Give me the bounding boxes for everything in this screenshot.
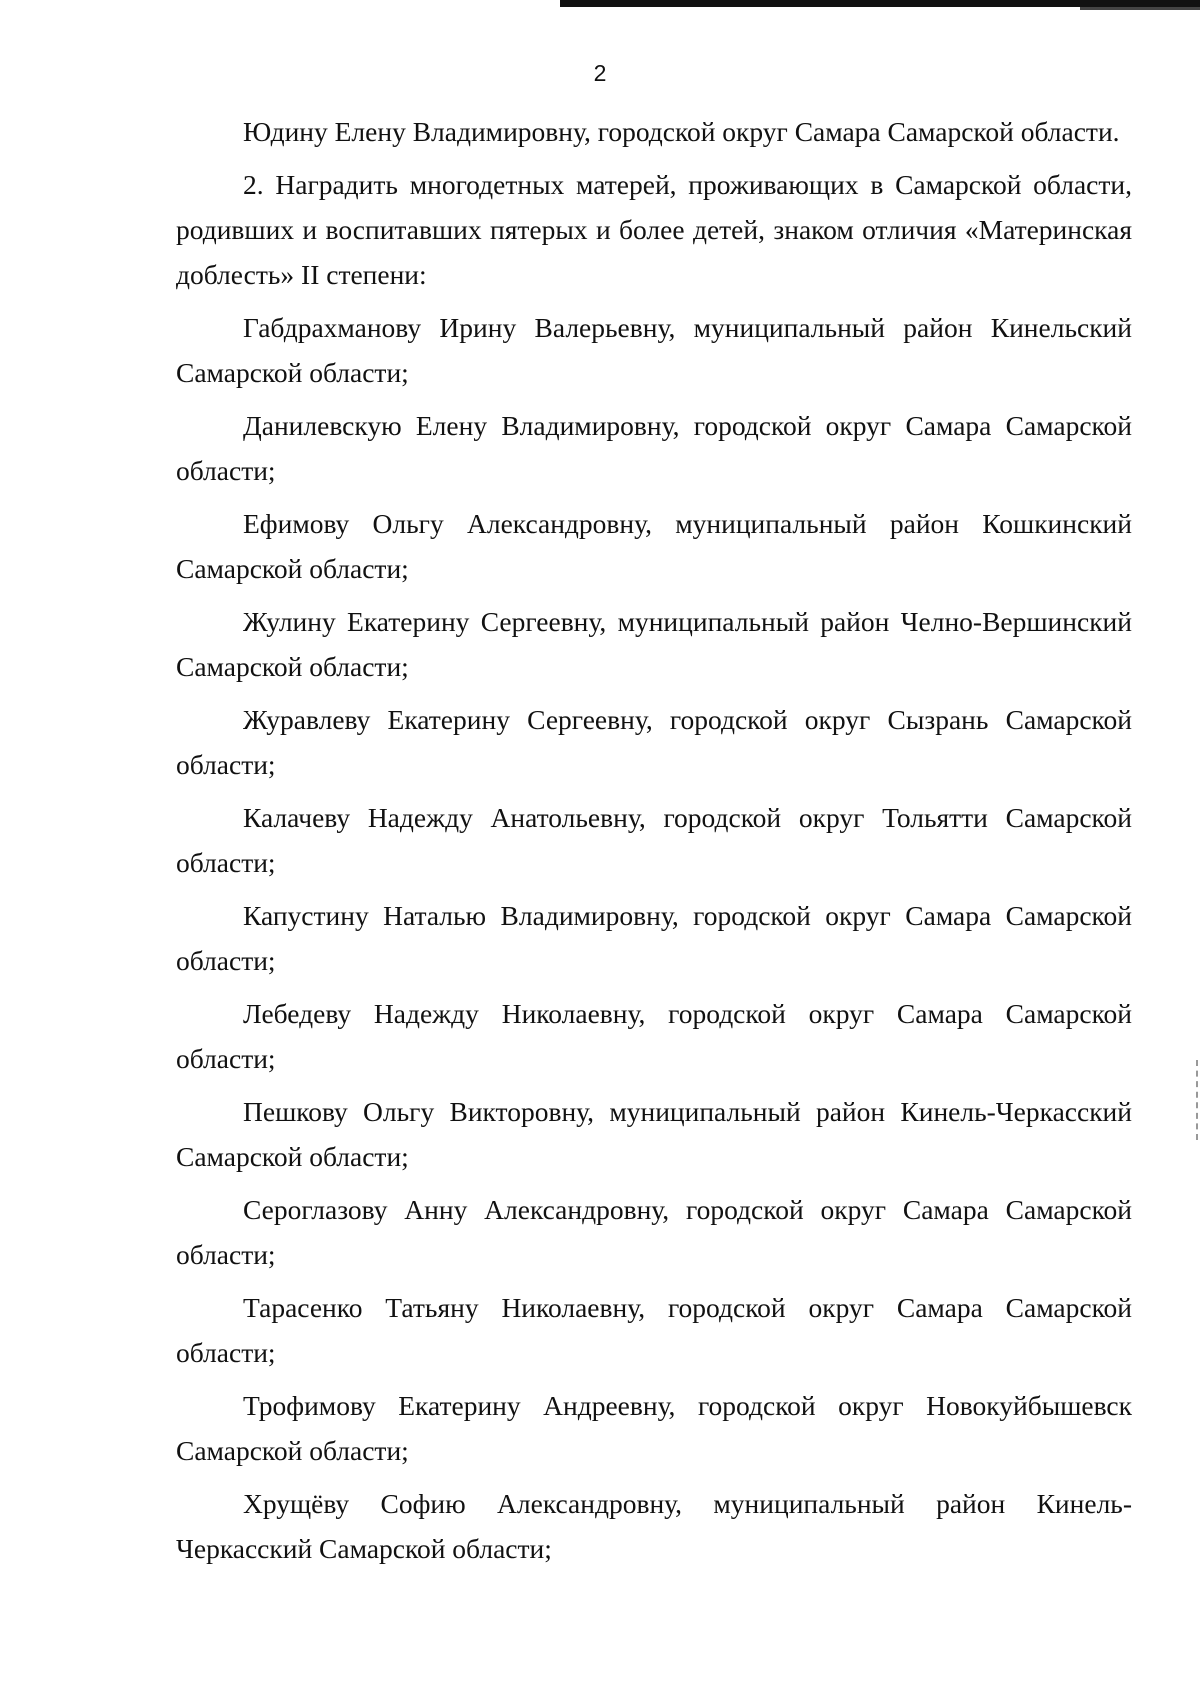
award-entry-peshkova: Пешкову Ольгу Викторовну, муниципальный район Кинель-Черкасский Самарской области; <box>176 1096 1132 1172</box>
award-entry-zhulina: Жулину Екатерину Сергеевну, муниципальный район Челно-Вершинский Самарской области; <box>176 606 1132 682</box>
award-clause-2: 2. Наградить многодетных матерей, проживающих в Самарской области, родивших и воспитавших пятерых и более детей, знаком отличия «Материнская доблесть» II степени: <box>176 169 1132 290</box>
scan-margin-marks <box>1196 1060 1200 1140</box>
award-entry-kalacheva: Калачеву Надежду Анатольевну, городской округ Тольятти Самарской области; <box>176 802 1132 878</box>
award-entry-tarasenko: Тарасенко Татьяну Николаевну, городской округ Самара Самарской области; <box>176 1292 1132 1368</box>
award-entry-zhuravleva: Журавлеву Екатерину Сергеевну, городской округ Сызрань Самарской области; <box>176 704 1132 780</box>
award-paragraph-yudina: Юдину Елену Владимировну, городской округ Самара Самарской области. <box>243 116 1120 147</box>
scan-edge-top-thin <box>1080 7 1200 10</box>
document-body <box>176 109 1132 1579</box>
page-number: 2 <box>593 60 607 86</box>
scan-edge-top <box>560 0 1200 7</box>
award-entry-khrushcheva: Хрущёву Софию Александровну, муниципальный район Кинель-Черкасский Самарской области; <box>176 1488 1132 1564</box>
award-entry-efimova: Ефимову Ольгу Александровну, муниципальный район Кошкинский Самарской области; <box>176 508 1132 584</box>
award-entry-trofimova: Трофимову Екатерину Андреевну, городской округ Новокуйбышевск Самарской области; <box>176 1390 1132 1466</box>
award-entry-gabdrakhmanova: Габдрахманову Ирину Валерьевну, муниципальный район Кинельский Самарской области; <box>176 312 1132 388</box>
award-entry-seroglazova: Сероглазову Анну Александровну, городской округ Самара Самарской области; <box>176 1194 1132 1270</box>
award-entry-lebedeva: Лебедеву Надежду Николаевну, городской округ Самара Самарской области; <box>176 998 1132 1074</box>
award-entry-kapustina: Капустину Наталью Владимировну, городской округ Самара Самарской области; <box>176 900 1132 976</box>
award-entry-danilevskaya: Данилевскую Елену Владимировну, городской округ Самара Самарской области; <box>176 410 1132 486</box>
